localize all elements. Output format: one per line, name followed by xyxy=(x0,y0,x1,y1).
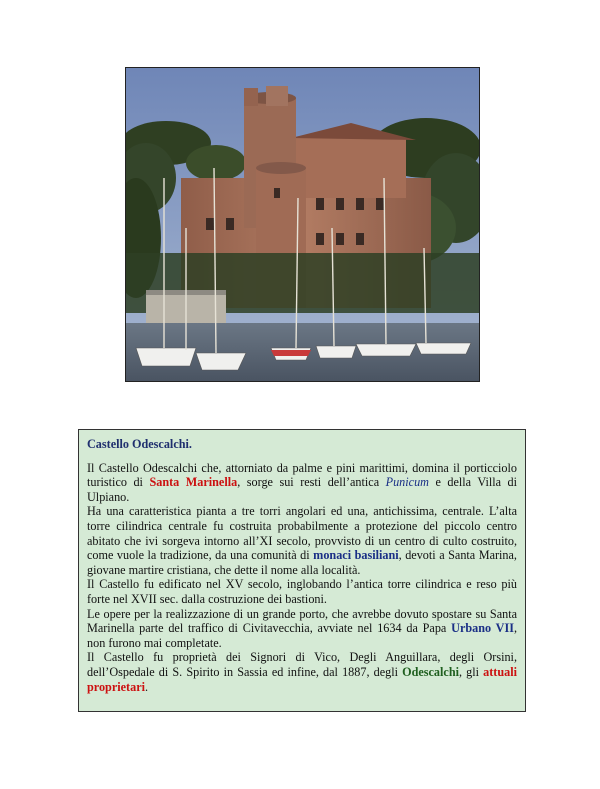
highlight-monaci-basiliani: monaci basiliani xyxy=(313,548,399,563)
highlight-odescalchi: Odescalchi xyxy=(402,664,459,679)
castle-photo xyxy=(125,67,480,382)
highlight-santa-marinella: Santa Marinella xyxy=(149,475,238,490)
paragraph-1: Il Castello Odescalchi che, attorniato da palme e pini marittimi, domina il porticciolo turistico di Santa Marinella, sorge sui resti dell’antica Punicum e della Villa di Ulpiano. xyxy=(87,460,518,504)
paragraph-2: Ha una caratteristica pianta a tre torri angolari ed una, antichissima, centrale. L’alta torre cilindrica centrale fu costruita probabilmente a protezione del piccolo centro abitato che ivi sorgeva intorno all’XI secolo, provvisto di un centro di culto costruito, come vuole la tradizione, da una comunità di monaci basiliani, devoti a Santa Marina, giovane martire cristiana, che dette il nome alla località. xyxy=(87,504,517,577)
paragraph-3: Il Castello fu edificato nel XV secolo, inglobando l’antica torre cilindrica e reso più forte nel XVII sec. dalla costruzione dei bastioni. xyxy=(87,577,517,606)
description-body xyxy=(87,461,517,695)
castle-harbour-photo-icon xyxy=(126,68,479,381)
page-title: Castello Odescalchi. xyxy=(87,437,192,451)
highlight-urbano-vii: Urbano VII xyxy=(451,621,514,636)
paragraph-5: Il Castello fu proprietà dei Signori di Vico, Degli Anguillara, degli Orsini, dell’Ospedale di S. Spirito in Sassia ed infine, dal 1887, degli Odescalchi, gli attuali proprietari. xyxy=(87,650,517,694)
description-box xyxy=(78,429,526,712)
highlight-punicum: Punicum xyxy=(385,475,429,490)
highlight-attuali-proprietari: attuali proprietari xyxy=(87,664,517,694)
paragraph-4: Le opere per la realizzazione di un grande porto, che avrebbe dovuto spostare su Santa Marinella parte del traffico di Civitavecchia, avviate nel 1634 da Papa Urbano VII, non furono mai completate. xyxy=(87,606,517,650)
